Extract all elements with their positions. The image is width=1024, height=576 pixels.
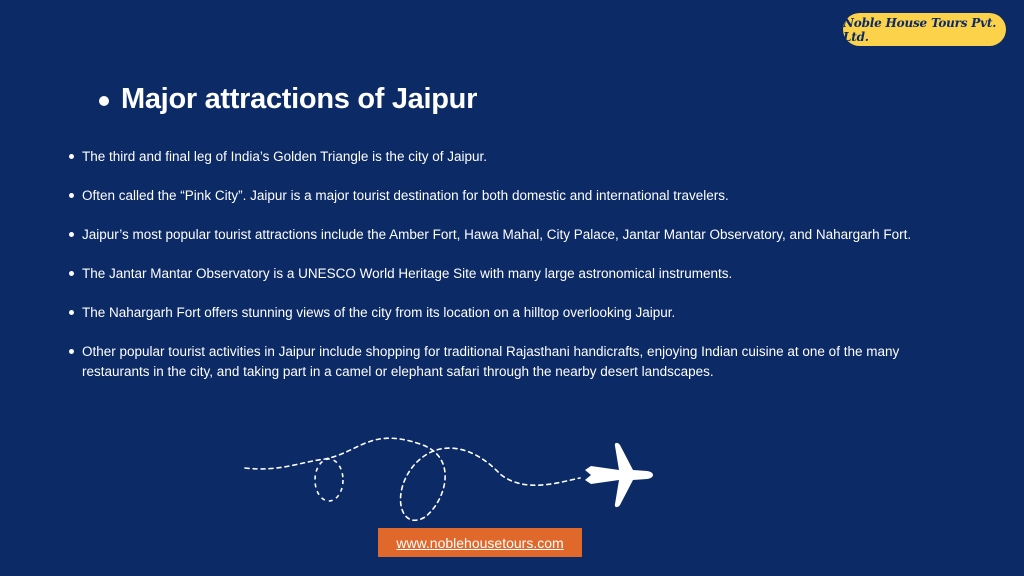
list-item: The Jantar Mantar Observatory is a UNESCO World Heritage Site with many large astronomical instruments. xyxy=(68,264,928,284)
page-title: Major attractions of Jaipur xyxy=(121,83,478,115)
title-row xyxy=(99,83,477,116)
logo-text: Noble House Tours Pvt. Ltd. xyxy=(843,15,997,44)
list-item: Jaipur’s most popular tourist attractions include the Amber Fort, Hawa Mahal, City Palace, Jantar Mantar Observatory, and Nahargarh Fort. xyxy=(68,225,928,245)
company-logo xyxy=(843,13,1006,46)
list-item: The third and final leg of India’s Golden Triangle is the city of Jaipur. xyxy=(68,147,928,167)
list-item: Often called the “Pink City”. Jaipur is a major tourist destination for both domestic and international travelers. xyxy=(68,186,928,206)
dashed-loop xyxy=(315,459,343,501)
website-link[interactable]: www.noblehousetours.com xyxy=(396,534,564,551)
attractions-list xyxy=(68,147,928,401)
flight-path-decoration xyxy=(240,432,660,524)
dashed-flight-path xyxy=(245,438,580,520)
title-bullet-icon xyxy=(99,96,109,106)
airplane-icon xyxy=(585,443,653,507)
list-item: The Nahargarh Fort offers stunning views of the city from its location on a hilltop overlooking Jaipur. xyxy=(68,303,928,323)
list-item: Other popular tourist activities in Jaipur include shopping for traditional Rajasthani handicrafts, enjoying Indian cuisine at one of the many restaurants in the city, and taking part in a camel or elephant safari through the nearby desert landscapes. xyxy=(68,342,928,382)
website-link-box[interactable] xyxy=(378,528,582,557)
